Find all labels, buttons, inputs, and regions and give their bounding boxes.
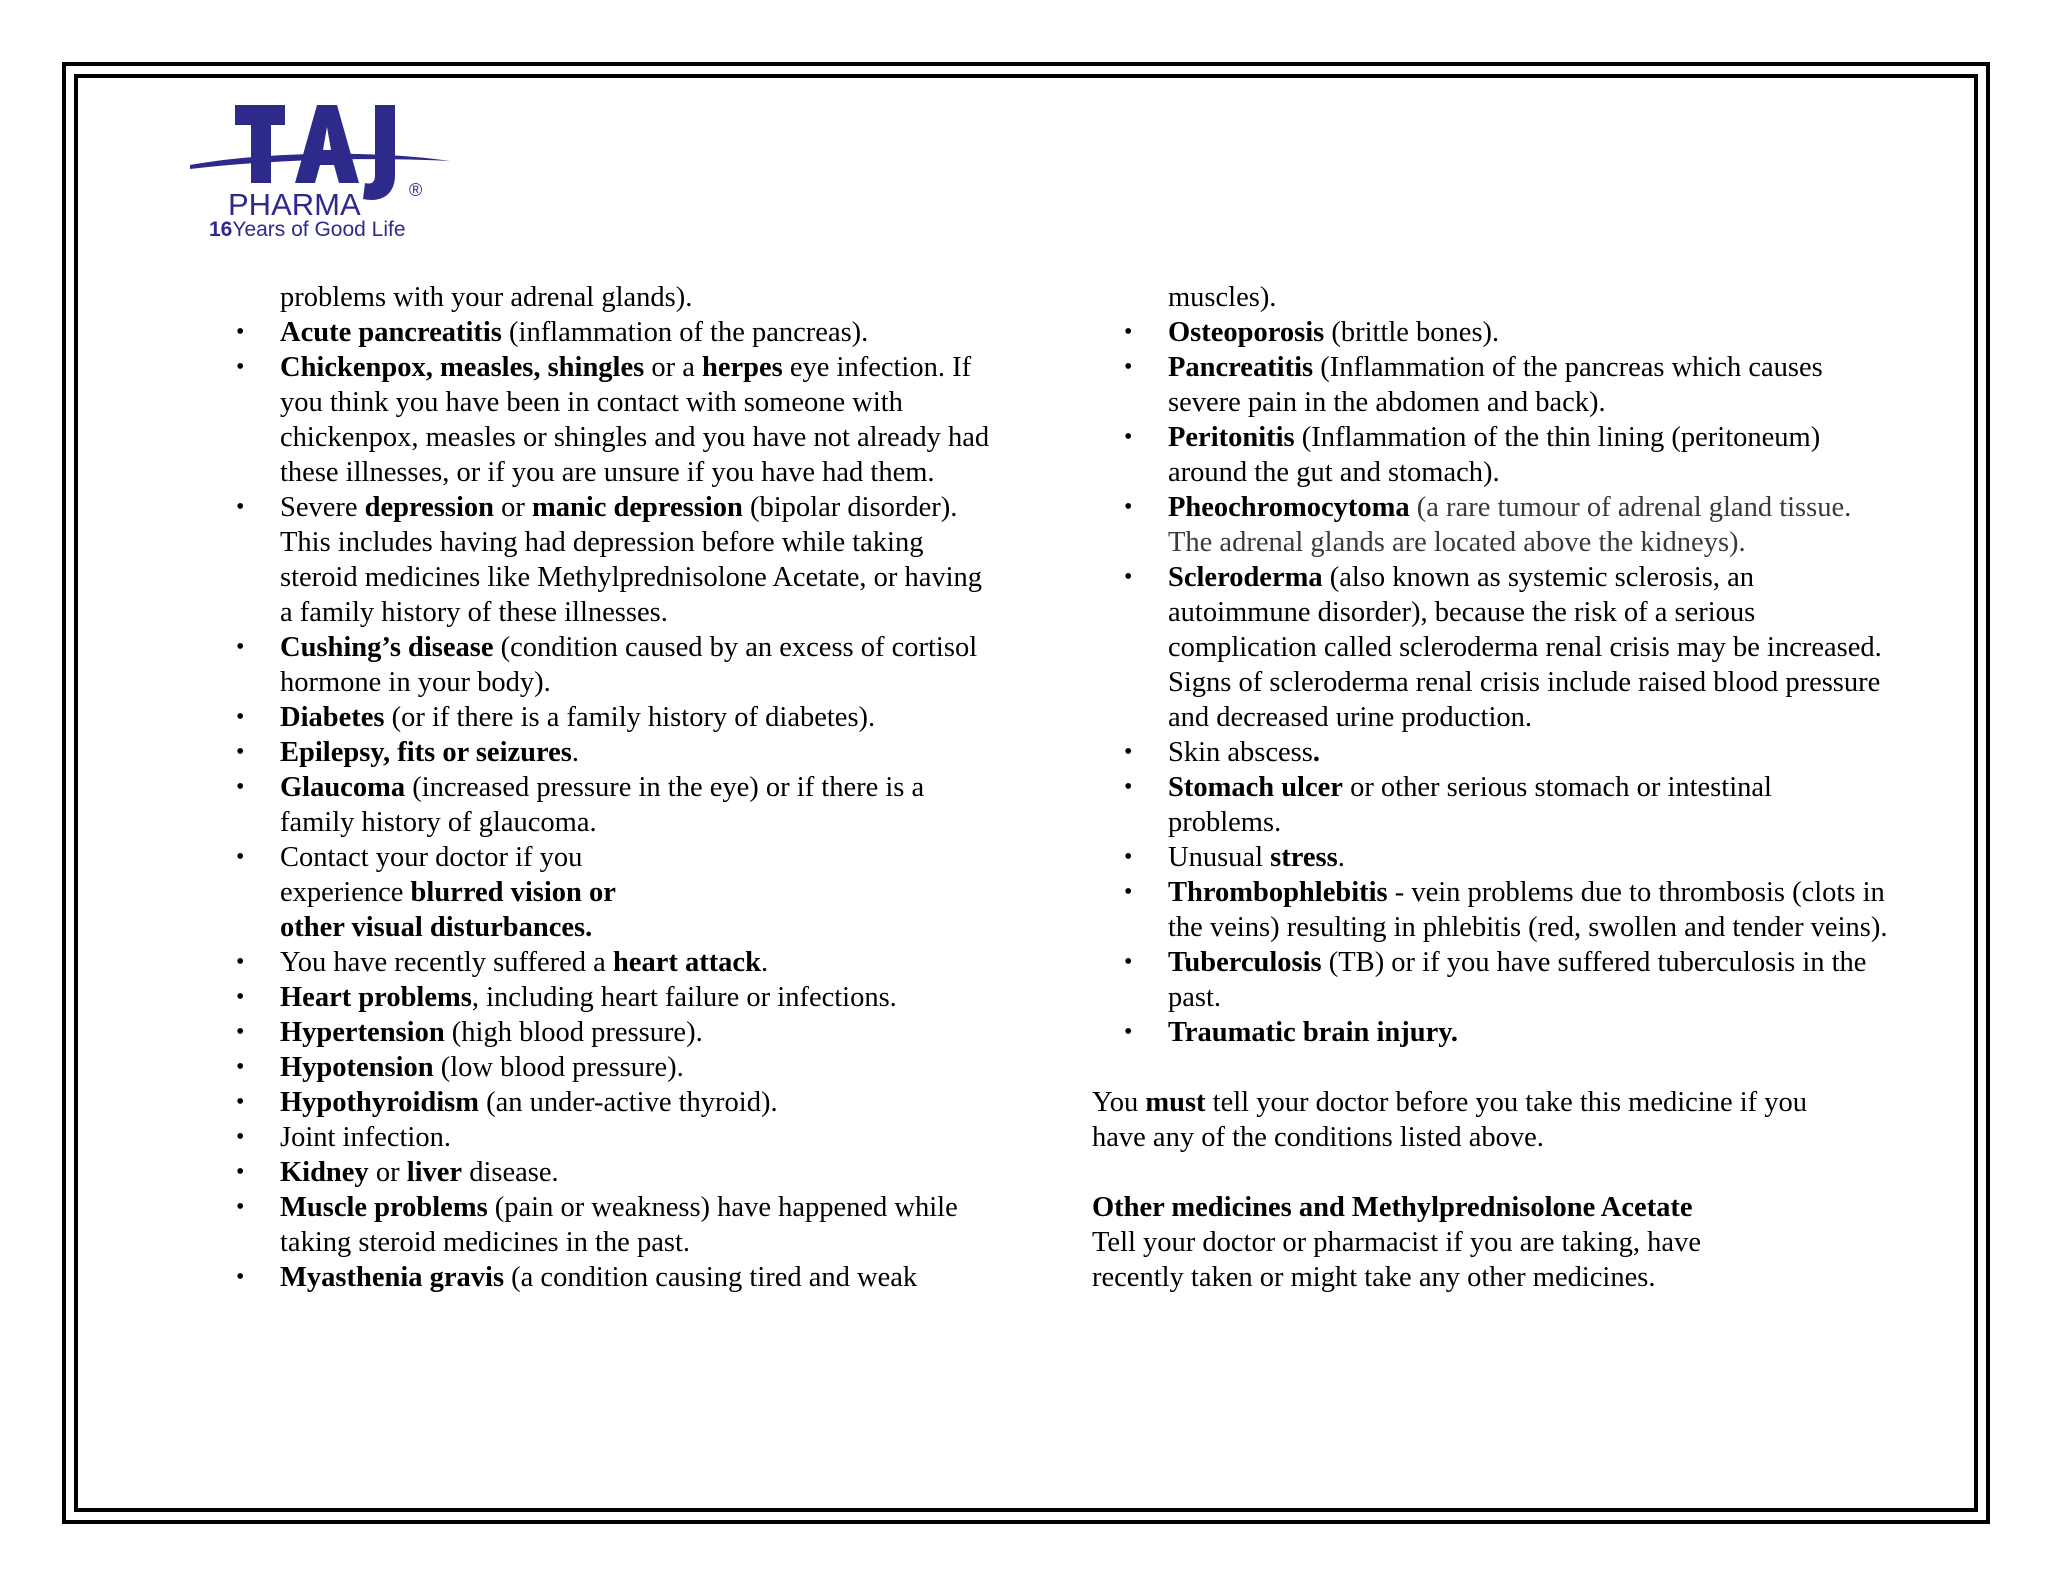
list-item: • Scleroderma (also known as systemic sclerosis, an autoimmune disorder), because the risk of a serious complication called scleroderma renal crisis may be increased. Signs of scleroderma renal crisis include raised blood pressure and decreased urine production. — [1124, 562, 1882, 733]
list-item: • Contact your doctor if you experience blurred vision or other visual disturbances. — [236, 842, 616, 943]
list-item: • Diabetes (or if there is a family history of diabetes). — [236, 702, 876, 733]
list-item: • Severe depression or manic depression (bipolar disorder). This includes having had depression before while taking steroid medicines like Methylprednisolone Acetate, or having a family history of these illnesses. — [236, 492, 983, 628]
right-column — [1092, 280, 1892, 1295]
list-item: • Pancreatitis (Inflammation of the pancreas which causes severe pain in the abdomen and back). — [1124, 352, 1823, 418]
list-item: • Pheochromocytoma (a rare tumour of adrenal gland tissue. The adrenal glands are located above the kidneys). — [1124, 492, 1852, 558]
logo-pharma-text: PHARMA — [228, 187, 361, 222]
list-item: • Epilepsy, fits or seizures. — [236, 737, 579, 768]
list-item: • Muscle problems (pain or weakness) have happened while taking steroid medicines in the past. — [236, 1192, 958, 1258]
conditions-list-left — [236, 315, 990, 1295]
section-body: Tell your doctor or pharmacist if you are taking, have recently taken or might take any other medicines. — [1092, 1227, 1701, 1293]
continued-text: problems with your adrenal glands). — [280, 282, 693, 313]
list-item: • Tuberculosis (TB) or if you have suffered tuberculosis in the past. — [1124, 947, 1867, 1013]
list-item: • Peritonitis (Inflammation of the thin lining (peritoneum) around the gut and stomach). — [1124, 422, 1821, 488]
list-item: • Hypertension (high blood pressure). — [236, 1017, 703, 1048]
must-tell-paragraph: You must tell your doctor before you take this medicine if you have any of the conditions listed above. — [1092, 1087, 1808, 1153]
list-item: • Stomach ulcer or other serious stomach or intestinal problems. — [1124, 772, 1772, 838]
section-heading: Other medicines and Methylprednisolone Acetate — [1092, 1192, 1693, 1223]
list-item: • Myasthenia gravis (a condition causing tired and weak — [236, 1262, 918, 1293]
list-item: • Glaucoma (increased pressure in the eye) or if there is a family history of glaucoma. — [236, 772, 925, 838]
left-column — [236, 280, 990, 1295]
conditions-list-right — [1092, 315, 1892, 1050]
list-item: • Hypothyroidism (an under-active thyroid). — [236, 1087, 778, 1118]
list-item: • Kidney or liver disease. — [236, 1157, 559, 1188]
list-item: • Hypotension (low blood pressure). — [236, 1052, 684, 1083]
list-item: • Thrombophlebitis - vein problems due to thrombosis (clots in the veins) resulting in phlebitis (red, swollen and tender veins). — [1124, 877, 1888, 943]
list-item: • You have recently suffered a heart attack. — [236, 947, 769, 978]
list-item: • Joint infection. — [236, 1122, 451, 1153]
list-item: • Osteoporosis (brittle bones). — [1124, 317, 1500, 348]
logo-tagline: 16Years of Good Life — [209, 218, 406, 241]
list-item: • Unusual stress. — [1124, 842, 1345, 873]
list-item: • Skin abscess. — [1124, 737, 1320, 768]
continued-text: muscles). — [1168, 282, 1277, 313]
list-item: • Acute pancreatitis (inflammation of the pancreas). — [236, 317, 869, 348]
list-item: • Traumatic brain injury. — [1124, 1017, 1459, 1048]
logo-registered-mark: ® — [409, 180, 423, 200]
list-item: • Chickenpox, measles, shingles or a herpes eye infection. If you think you have been in contact with someone with chickenpox, measles or shingles and you have not already had these illnesses, or if you are unsure if you have had them. — [236, 352, 990, 488]
list-item: • Cushing’s disease (condition caused by an excess of cortisol hormone in your body). — [236, 632, 978, 698]
list-item: • Heart problems, including heart failure or infections. — [236, 982, 897, 1013]
